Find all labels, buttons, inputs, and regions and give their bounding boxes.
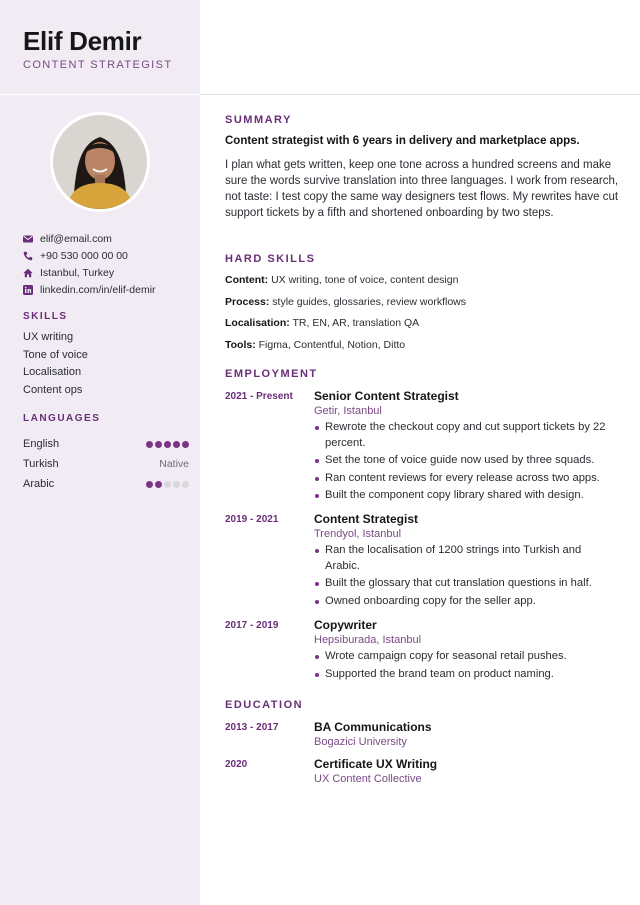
language-row	[23, 454, 189, 474]
job-bullet: Rewrote the checkout copy and cut support tickets by 22 percent.	[314, 420, 612, 451]
job-bullet: Set the tone of voice guide now used by three squads.	[314, 453, 612, 469]
skill-item: Content ops	[23, 384, 83, 397]
hard-skill-label: Tools:	[225, 338, 256, 351]
language-row	[23, 434, 189, 454]
level-dot-filled	[146, 481, 153, 488]
hard-skill-label: Localisation:	[225, 317, 290, 329]
hard-skill-row	[225, 295, 620, 317]
job-bullet: Ran content reviews for every release across two apps.	[314, 471, 612, 487]
level-dot-filled	[146, 441, 153, 448]
linkedin-icon	[23, 285, 33, 295]
hard-skill-value: UX writing, tone of voice, content design	[271, 274, 459, 286]
level-dot-filled	[173, 441, 180, 448]
hard-skill-row	[225, 338, 620, 360]
language-row	[23, 474, 189, 494]
education-heading: EDUCATION	[225, 699, 304, 711]
language-level-dots	[146, 481, 189, 488]
job-dates: 2019 - 2021	[225, 514, 279, 525]
hard-skills-list	[225, 273, 620, 359]
contact-phone-text: +90 530 000 00 00	[40, 249, 128, 262]
hard-skill-label: Content:	[225, 274, 269, 286]
hard-skills-heading: HARD SKILLS	[225, 253, 316, 265]
skills-heading: SKILLS	[23, 311, 68, 322]
language-level-text: Native	[159, 458, 189, 470]
contact-linkedin[interactable]	[23, 281, 156, 298]
job-company: Trendyol, Istanbul	[314, 528, 402, 540]
job-company: Hepsiburada, Istanbul	[314, 634, 422, 646]
level-dot-filled	[182, 441, 189, 448]
contact-email[interactable]	[23, 230, 156, 247]
home-icon	[23, 268, 33, 278]
contact-linkedin-text: linkedin.com/in/elif-demir	[40, 283, 156, 296]
summary-lead: Content strategist with 6 years in delivery and marketplace apps.	[225, 135, 580, 147]
job-role: Copywriter	[314, 618, 377, 632]
phone-icon	[23, 251, 33, 261]
job-role: Content Strategist	[314, 512, 419, 526]
contact-location-text: Istanbul, Turkey	[40, 266, 115, 279]
hard-skill-value: style guides, glossaries, review workflows	[272, 295, 467, 308]
sidebar-divider	[0, 94, 200, 95]
job-bullet: Wrote campaign copy for seasonal retail pushes.	[314, 649, 612, 665]
education-school: UX Content Collective	[314, 773, 422, 785]
language-name: Turkish	[23, 458, 59, 470]
languages-heading: LANGUAGES	[23, 413, 101, 424]
skill-item: UX writing	[23, 331, 74, 343]
level-dot-empty	[164, 481, 171, 488]
hard-skill-label: Process:	[225, 295, 270, 308]
education-degree: BA Communications	[314, 720, 432, 734]
hard-skill-row	[225, 273, 620, 295]
language-level-dots	[146, 441, 189, 448]
job-dates: 2017 - 2019	[225, 620, 279, 631]
level-dot-filled	[164, 441, 171, 448]
summary-heading: SUMMARY	[225, 114, 292, 126]
hard-skill-row	[225, 316, 620, 338]
candidate-role: CONTENT STRATEGIST	[23, 59, 173, 71]
job-bullet: Owned onboarding copy for the seller app.	[314, 594, 612, 610]
candidate-name: Elif Demir	[23, 26, 142, 56]
languages-list	[23, 434, 189, 494]
skills-list	[23, 329, 88, 400]
contact-email-text: elif@email.com	[40, 232, 112, 245]
email-icon	[23, 234, 33, 244]
job-bullet: Built the glossary that cut translation questions in half.	[314, 576, 612, 592]
job-dates: 2021 - Present	[225, 391, 293, 402]
job-company: Getir, Istanbul	[314, 405, 382, 417]
education-dates: 2013 - 2017	[225, 722, 279, 733]
level-dot-filled	[155, 481, 162, 488]
employment-heading: EMPLOYMENT	[225, 368, 318, 380]
contact-location	[23, 264, 156, 281]
hard-skill-value: Figma, Contentful, Notion, Ditto	[258, 338, 406, 351]
language-name: Arabic	[23, 478, 55, 490]
skill-item: Localisation	[23, 366, 82, 379]
job-bullet: Ran the localisation of 1200 strings into Turkish and Arabic.	[314, 543, 612, 574]
header-divider	[200, 94, 640, 95]
contact-list	[23, 230, 156, 298]
education-degree: Certificate UX Writing	[314, 757, 438, 771]
job-bullet: Built the component copy library shared with design.	[314, 488, 612, 504]
profile-photo	[50, 112, 150, 212]
level-dot-filled	[155, 441, 162, 448]
portrait-image	[53, 115, 147, 209]
language-name: English	[23, 438, 60, 450]
hard-skill-value: TR, EN, AR, translation QA	[292, 317, 420, 329]
job-role: Senior Content Strategist	[314, 389, 459, 403]
contact-phone[interactable]	[23, 247, 156, 264]
level-dot-empty	[173, 481, 180, 488]
education-school: Bogazici University	[314, 736, 407, 748]
summary-body: I plan what gets written, keep one tone across a hundred screens and make sure the words survive translation into three languages. I work from research, not taste: I test copy the same way designers test flows. My rewrites have cut support tickets by a fifth and shortened onboarding by two steps.	[225, 159, 619, 219]
job-bullet: Supported the brand team on product naming.	[314, 667, 612, 683]
skill-item: Tone of voice	[23, 348, 88, 361]
education-dates: 2020	[225, 759, 248, 770]
level-dot-empty	[182, 481, 189, 488]
